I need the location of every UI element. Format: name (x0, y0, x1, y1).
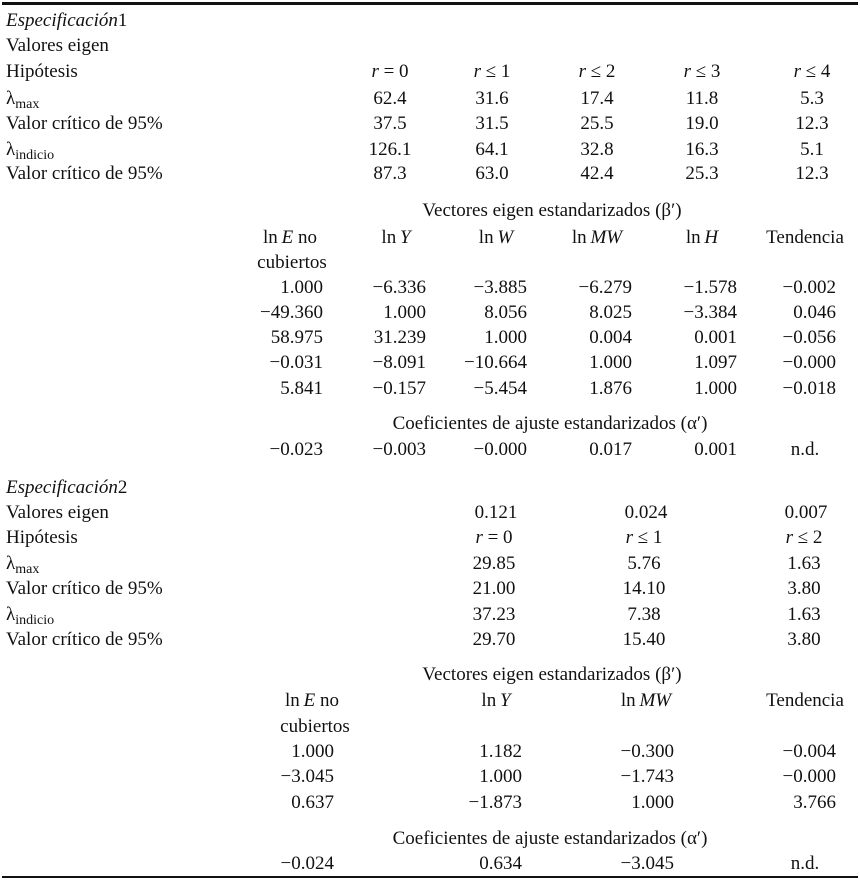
vector-cell: 1.876 (589, 378, 632, 399)
vector-cell: −0.031 (269, 352, 323, 373)
critical-value-label: Valor crítico de 95% (6, 113, 163, 134)
stat-value: 12.3 (795, 163, 829, 184)
vector-cell: −1.743 (620, 766, 674, 787)
stat-value: 37.23 (472, 604, 516, 625)
stat-value: 5.76 (627, 553, 661, 574)
vector-cell: −0.300 (620, 741, 674, 762)
lambda-subscript: max (15, 97, 40, 112)
vector-cell: 1.000 (280, 277, 323, 298)
column-header: ln Y (481, 690, 511, 711)
vector-cell: −3.045 (280, 766, 334, 787)
column-header: Tendencia (766, 227, 844, 248)
vector-cell: −3.885 (473, 277, 527, 298)
lambda-subscript: indicio (15, 613, 55, 628)
vector-cell: −0.157 (372, 378, 426, 399)
vector-cell: −0.000 (782, 766, 836, 787)
vector-cell: 3.766 (793, 792, 836, 813)
hypothesis-value: r ≤ 2 (785, 527, 823, 548)
stat-value: 37.5 (373, 113, 407, 134)
adjustment-title: Coeficientes de ajuste estandarizados (α′) (392, 413, 708, 434)
vector-cell: −1.578 (683, 277, 737, 298)
column-header: ln MW (620, 690, 672, 711)
adjustment-cell: −0.023 (269, 439, 323, 460)
hypothesis-value: r ≤ 1 (473, 61, 511, 82)
eigen-label: Valores eigen (6, 35, 109, 56)
vectors-title: Vectores eigen estandarizados (β′) (422, 200, 682, 221)
vector-cell: 31.239 (373, 327, 426, 348)
hypothesis-label: Hipótesis (6, 61, 78, 82)
stat-value: 12.3 (795, 113, 829, 134)
stat-value: 62.4 (373, 88, 407, 109)
lambda-symbol: λ (6, 139, 16, 160)
critical-value-label: Valor crítico de 95% (6, 629, 163, 650)
stat-value: 3.80 (787, 578, 821, 599)
spec2-title (6, 477, 127, 499)
lambda-symbol: λ (6, 553, 16, 574)
stat-value: 64.1 (475, 139, 509, 160)
adjustment-cell: 0.634 (479, 853, 522, 874)
lambda-subscript: max (15, 562, 40, 577)
stat-value: 1.63 (787, 553, 821, 574)
hypothesis-value: r = 0 (371, 61, 409, 82)
stat-value: 14.10 (622, 578, 666, 599)
stat-value: 5.1 (800, 139, 824, 160)
vector-cell: 1.000 (291, 741, 334, 762)
bottom-rule (2, 876, 858, 878)
lambda-subscript: indicio (15, 148, 55, 163)
vector-cell: 1.000 (631, 792, 674, 813)
adjustment-cell: −0.000 (473, 439, 527, 460)
vector-cell: −1.873 (468, 792, 522, 813)
adjustment-title: Coeficientes de ajuste estandarizados (α′) (392, 828, 708, 849)
vector-cell: −0.056 (782, 327, 836, 348)
vector-cell: 1.000 (589, 352, 632, 373)
hypothesis-value: r ≤ 3 (683, 61, 721, 82)
vector-cell: 0.001 (694, 327, 737, 348)
stat-value: 17.4 (580, 88, 614, 109)
vector-cell: 0.046 (793, 302, 836, 323)
vector-cell: 58.975 (270, 327, 323, 348)
lambda-symbol: λ (6, 604, 16, 625)
hypothesis-value: r = 0 (475, 527, 513, 548)
stat-value: 21.00 (472, 578, 516, 599)
lambda-symbol: λ (6, 88, 16, 109)
eigen-value: 0.121 (474, 502, 518, 523)
column-header: ln Y (381, 227, 411, 248)
vector-cell: −0.018 (782, 378, 836, 399)
vector-cell: 8.056 (484, 302, 527, 323)
eigen-label: Valores eigen (6, 502, 109, 523)
column-header-cont: cubiertos (280, 716, 350, 737)
spec-number: 2 (117, 477, 128, 498)
vector-cell: 0.004 (589, 327, 632, 348)
stat-value: 29.85 (472, 553, 516, 574)
stat-value: 19.0 (685, 113, 719, 134)
spec-word: Especificación (6, 10, 118, 31)
vector-cell: −0.002 (782, 277, 836, 298)
adjustment-cell: 0.001 (694, 439, 737, 460)
critical-value-label: Valor crítico de 95% (6, 163, 163, 184)
stat-value: 63.0 (475, 163, 509, 184)
adjustment-cell: −3.045 (620, 853, 674, 874)
column-header: ln H (685, 227, 719, 248)
eigen-value: 0.007 (784, 502, 828, 523)
lambda-max-label (6, 553, 39, 581)
vector-cell: 1.097 (694, 352, 737, 373)
spec-number: 1 (117, 10, 128, 31)
adjustment-cell: n.d. (790, 853, 820, 874)
stat-value: 1.63 (787, 604, 821, 625)
vector-cell: 1.182 (479, 741, 522, 762)
vector-cell: 5.841 (280, 378, 323, 399)
adjustment-cell: n.d. (790, 439, 820, 460)
stat-value: 42.4 (580, 163, 614, 184)
column-header: ln W (478, 227, 514, 248)
stat-value: 87.3 (373, 163, 407, 184)
stat-value: 29.70 (472, 629, 516, 650)
column-header: ln MW (571, 227, 623, 248)
column-header: ln E no (285, 690, 339, 711)
adjustment-cell: −0.003 (372, 439, 426, 460)
top-rule (2, 2, 858, 5)
stat-value: 126.1 (368, 139, 412, 160)
stat-value: 25.5 (580, 113, 614, 134)
stat-value: 31.5 (475, 113, 509, 134)
stat-value: 16.3 (685, 139, 719, 160)
vector-cell: 1.000 (694, 378, 737, 399)
spec1-title (6, 10, 127, 32)
critical-value-label: Valor crítico de 95% (6, 578, 163, 599)
adjustment-cell: 0.017 (589, 439, 632, 460)
stat-value: 25.3 (685, 163, 719, 184)
eigen-value: 0.024 (624, 502, 668, 523)
vector-cell: −3.384 (683, 302, 737, 323)
hypothesis-label: Hipótesis (6, 527, 78, 548)
spec-word: Especificación (6, 477, 118, 498)
vector-cell: 1.000 (479, 766, 522, 787)
vector-cell: −10.664 (464, 352, 527, 373)
column-header-cont: cubiertos (257, 252, 327, 273)
vector-cell: −6.336 (372, 277, 426, 298)
adjustment-cell: −0.024 (280, 853, 334, 874)
vector-cell: −6.279 (578, 277, 632, 298)
vector-cell: −8.091 (372, 352, 426, 373)
stat-value: 5.3 (800, 88, 824, 109)
stat-value: 31.6 (475, 88, 509, 109)
vector-cell: 1.000 (383, 302, 426, 323)
hypothesis-value: r ≤ 1 (625, 527, 663, 548)
stat-value: 3.80 (787, 629, 821, 650)
hypothesis-value: r ≤ 2 (578, 61, 616, 82)
vector-cell: 0.637 (291, 792, 334, 813)
vector-cell: 8.025 (589, 302, 632, 323)
stat-value: 32.8 (580, 139, 614, 160)
hypothesis-value: r ≤ 4 (793, 61, 831, 82)
vector-cell: 1.000 (484, 327, 527, 348)
vectors-title: Vectores eigen estandarizados (β′) (422, 664, 682, 685)
vector-cell: −5.454 (473, 378, 527, 399)
vector-cell: −0.004 (782, 741, 836, 762)
lambda-max-label (6, 88, 39, 116)
vector-cell: −0.000 (782, 352, 836, 373)
column-header: Tendencia (766, 690, 844, 711)
vector-cell: −49.360 (260, 302, 323, 323)
stat-value: 11.8 (685, 88, 719, 109)
column-header: ln E no (263, 227, 317, 248)
stat-value: 7.38 (627, 604, 661, 625)
lambda-trace-label (6, 604, 54, 632)
stat-value: 15.40 (622, 629, 666, 650)
